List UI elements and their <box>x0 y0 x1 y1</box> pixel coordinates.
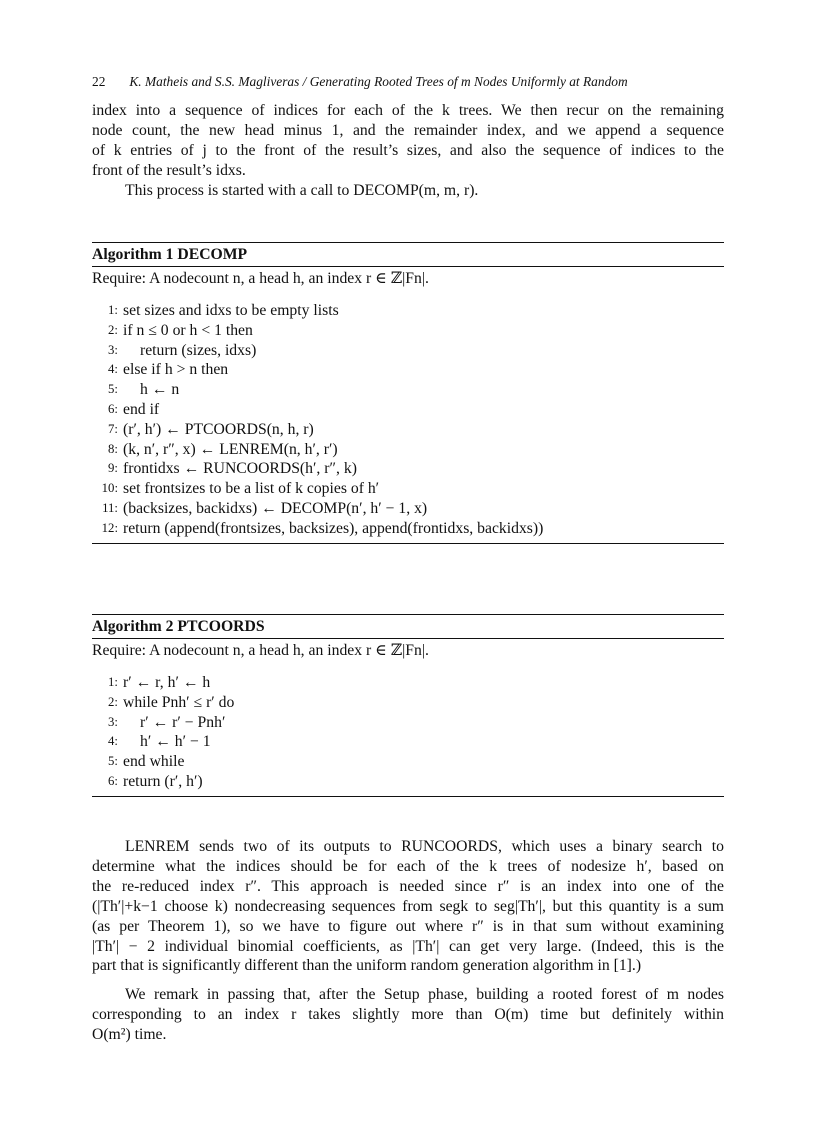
discussion-line: |Th′| − 2 individual binomial coefficients, as |Th′| can get very large. (Indeed, this is the <box>92 937 724 955</box>
algorithm-line: 9: frontidxs ← RUNCOORDS(h′, r″, k) <box>108 460 357 478</box>
algorithm-line: 4: else if h > n then <box>108 361 229 379</box>
remark-line: O(m²) time. <box>92 1025 167 1043</box>
algorithm-line: 10: set frontsizes to be a list of k copies of h′ <box>101 480 380 498</box>
algorithm-lines <box>92 289 724 543</box>
algorithm-line: 5: h ← n <box>108 381 180 399</box>
algorithm-line: 3: return (sizes, idxs) <box>108 341 257 359</box>
algorithm-line: 4: h′ ← h′ − 1 <box>108 733 211 751</box>
algorithm-line: 6: end if <box>108 400 160 418</box>
page-number: 22 <box>92 74 106 89</box>
algorithm-lines <box>92 661 724 796</box>
algorithm-line: 7: (r′, h′) ← PTCOORDS(n, h, r) <box>108 420 314 438</box>
remark-paragraph <box>92 985 724 1045</box>
algorithm-line: 2: if n ≤ 0 or h < 1 then <box>108 321 253 339</box>
algorithm-line: 1: r′ ← r, h′ ← h <box>108 674 211 691</box>
discussion-line: determine what the indices should be for each of the k trees of nodesize h′, based on <box>92 857 724 875</box>
algorithm-bottom-rule <box>92 796 724 797</box>
running-title: K. Matheis and S.S. Magliveras / Generating Rooted Trees of m Nodes Uniformly at Random <box>129 74 628 89</box>
remark-line: corresponding to an index r takes slightly more than O(m) time but definitely within <box>92 1005 724 1023</box>
algorithm-require: Require: A nodecount n, a head h, an index r ∈ ℤ|Fn|. <box>92 270 429 287</box>
algorithm-line: 5: end while <box>108 753 185 771</box>
algorithm-require: Require: A nodecount n, a head h, an index r ∈ ℤ|Fn|. <box>92 642 429 659</box>
intro-line: front of the result’s idxs. <box>92 161 246 179</box>
discussion-line: LENREM sends two of its outputs to RUNCOORDS, which uses a binary search to <box>125 838 724 855</box>
algorithm-line: 11: (backsizes, backidxs) ← DECOMP(n′, h′ − 1, x) <box>102 499 428 517</box>
discussion-paragraph <box>92 837 724 976</box>
running-header <box>92 74 732 90</box>
discussion-line: (|Th′|+k−1 choose k) nondecreasing sequences from segk to seg|Th′|, but this quantity is a sum <box>92 897 724 915</box>
discussion-line: (as per Theorem 1), so we have to figure out where r″ is in that sum without examining <box>92 917 724 935</box>
algorithm-line: 8: (k, n′, r″, x) ← LENREM(n, h′, r′) <box>108 440 338 458</box>
algorithm-line: 6: return (r′, h′) <box>108 772 203 790</box>
intro-paragraph <box>92 101 724 201</box>
algorithm-line: 1: set sizes and idxs to be empty lists <box>108 302 339 319</box>
algorithm-title: Algorithm 1 DECOMP <box>92 246 248 263</box>
intro-start-line: This process is started with a call to DECOMP(m, m, r). <box>125 181 479 199</box>
discussion-line: part that is significantly different than the uniform random generation algorithm in [1].) <box>92 957 642 975</box>
algorithm-2 <box>92 614 724 797</box>
intro-line: node count, the new head minus 1, and the remainder index, and we append a sequence <box>92 121 724 139</box>
algorithm-bottom-rule <box>92 543 724 544</box>
discussion-line: the re-reduced index r″. This approach is needed since r″ is an index into one of the <box>92 877 724 895</box>
algorithm-line: 3: r′ ← r′ − Pnh′ <box>108 713 226 731</box>
intro-line: of k entries of j to the front of the result’s sizes, and also the sequence of indices to the <box>92 141 724 159</box>
remark-line: We remark in passing that, after the Setup phase, building a rooted forest of m nodes <box>125 986 724 1003</box>
intro-line: index into a sequence of indices for each of the k trees. We then recur on the remaining <box>92 102 724 119</box>
algorithm-1 <box>92 242 724 544</box>
algorithm-line: 12: return (append(frontsizes, backsizes), append(frontidxs, backidxs)) <box>101 519 544 537</box>
algorithm-line: 2: while Pnh′ ≤ r′ do <box>108 693 235 711</box>
algorithm-title: Algorithm 2 PTCOORDS <box>92 618 265 635</box>
